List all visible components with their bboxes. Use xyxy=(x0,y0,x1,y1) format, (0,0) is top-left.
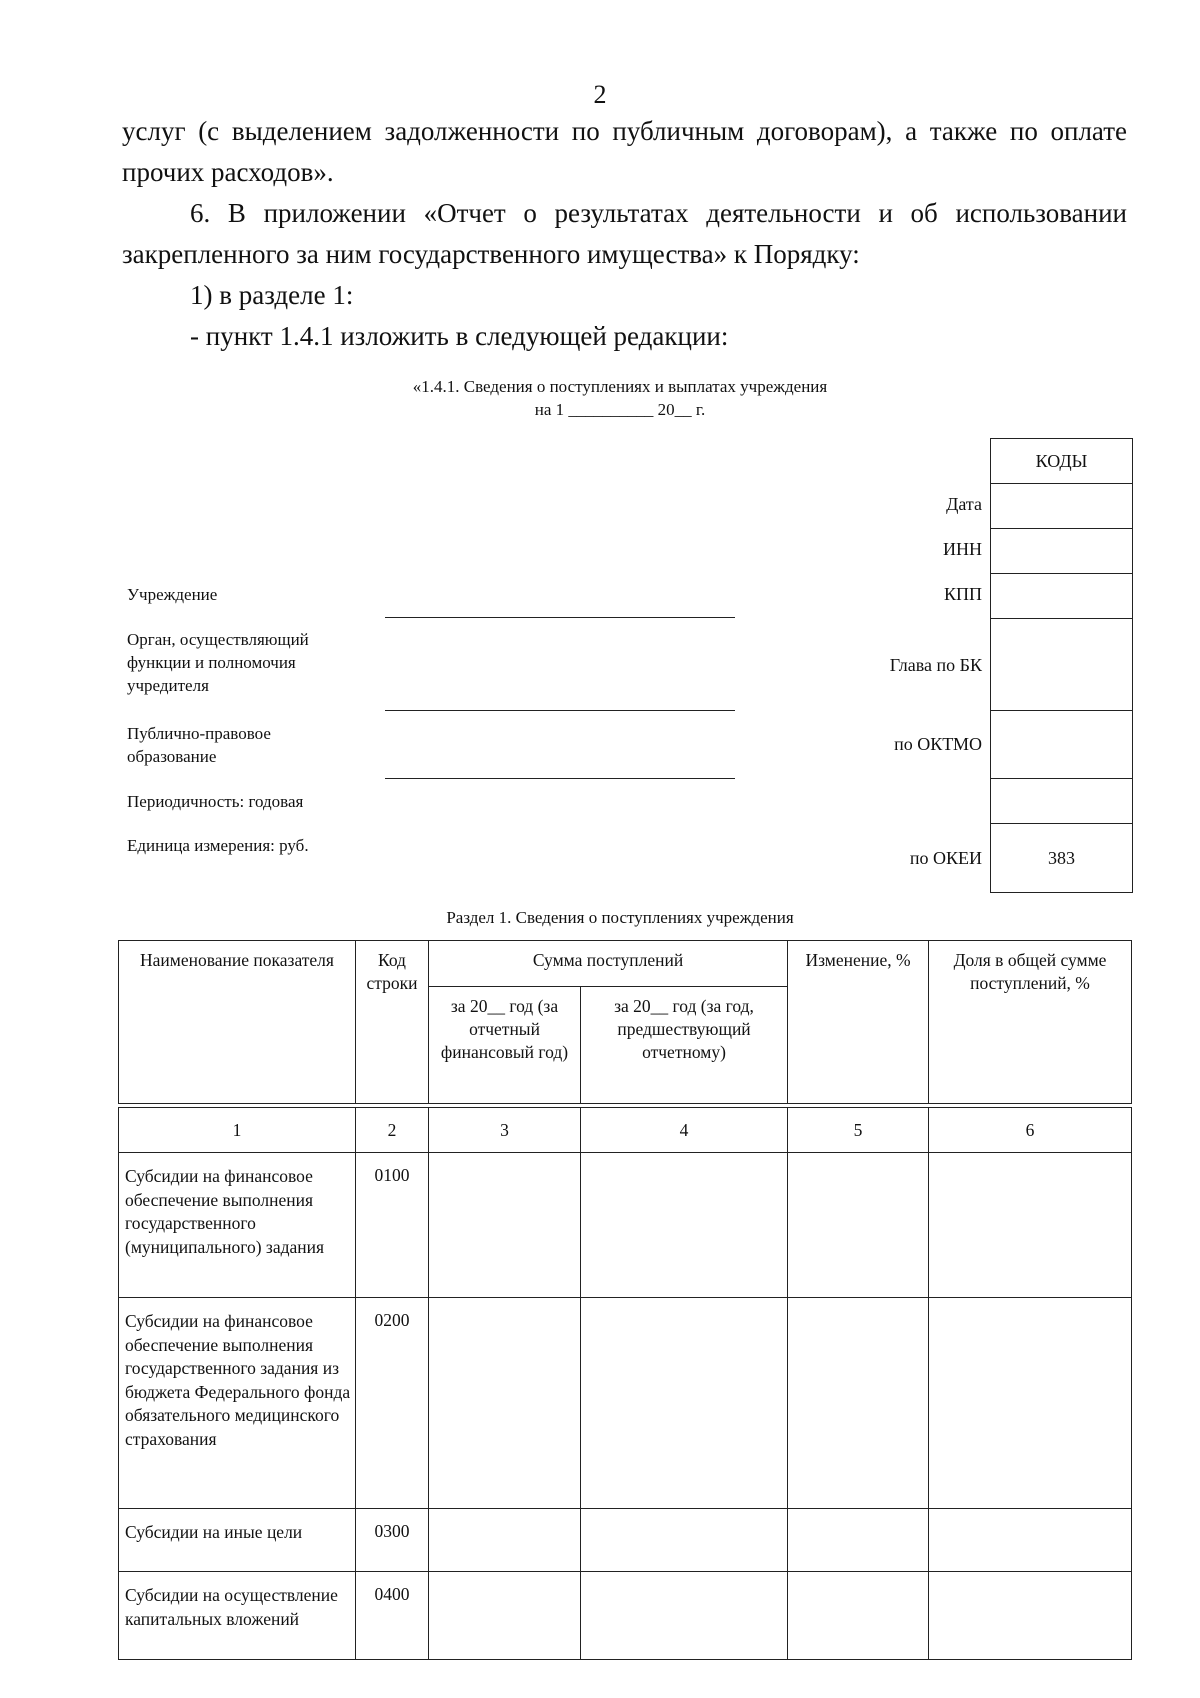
receipts-table xyxy=(118,940,1132,1660)
paragraph-line: 6. В приложении «Отчет о результатах деятельности и об использовании xyxy=(190,198,1127,228)
form-title: «1.4.1. Сведения о поступлениях и выплатах учреждения xyxy=(412,377,828,396)
code-label-glava: Глава по БК xyxy=(889,655,982,675)
code-cell-date xyxy=(991,484,1132,529)
codes-header: КОДЫ xyxy=(991,439,1132,484)
cell-sum-current xyxy=(429,1298,581,1509)
cell-share xyxy=(929,1298,1132,1509)
header-sum: Сумма поступлений xyxy=(429,941,788,987)
code-cell-okei: 383 xyxy=(1048,847,1075,868)
page-number: 2 xyxy=(593,80,607,109)
header-code: Код строки xyxy=(356,941,429,1104)
cell-change xyxy=(788,1153,929,1298)
cell-share xyxy=(929,1153,1132,1298)
cell-share xyxy=(929,1572,1132,1660)
code-cell-blank xyxy=(991,779,1132,824)
code-label-okei: по ОКЕИ xyxy=(909,848,982,868)
paragraph-line: закрепленного за ним государственного имущества» к Порядку: xyxy=(122,239,860,269)
col-number: 2 xyxy=(356,1108,429,1153)
cell-sum-current xyxy=(429,1509,581,1572)
field-label-entity: Публично-правовое образование xyxy=(127,724,271,766)
col-number: 5 xyxy=(788,1108,929,1153)
code-label-date: Дата xyxy=(946,494,982,514)
paragraph-line: 1) в разделе 1: xyxy=(190,280,354,310)
code-label-kpp: КПП xyxy=(943,584,982,604)
header-change: Изменение, % xyxy=(788,941,929,1104)
row-code: 0100 xyxy=(356,1153,429,1298)
field-label-unit: Единица измерения: руб. xyxy=(127,836,309,855)
section-title: Раздел 1. Сведения о поступлениях учреждения xyxy=(446,908,794,927)
codes-box xyxy=(990,438,1133,893)
table-row xyxy=(119,1153,1132,1298)
code-label-inn: ИНН xyxy=(943,539,982,559)
field-line-founder xyxy=(385,710,735,711)
code-cell-kpp xyxy=(991,574,1132,619)
field-label-periodicity: Периодичность: годовая xyxy=(127,792,304,811)
field-line-institution xyxy=(385,617,735,618)
code-label-oktmo: по ОКТМО xyxy=(894,734,982,754)
cell-sum-current xyxy=(429,1153,581,1298)
table-row xyxy=(119,1298,1132,1509)
cell-sum-current xyxy=(429,1572,581,1660)
row-name: Субсидии на финансовое обеспечение выполнения государственного (муниципального) задания xyxy=(119,1153,356,1298)
code-cell-glava xyxy=(991,619,1132,711)
field-line-entity xyxy=(385,778,735,779)
table-row xyxy=(119,1572,1132,1660)
header-share: Доля в общей сумме поступлений, % xyxy=(929,941,1132,1104)
cell-sum-previous xyxy=(581,1298,788,1509)
col-number: 3 xyxy=(429,1108,581,1153)
code-cell-inn xyxy=(991,529,1132,574)
col-number: 1 xyxy=(119,1108,356,1153)
field-label-institution: Учреждение xyxy=(127,585,218,604)
cell-change xyxy=(788,1509,929,1572)
row-name: Субсидии на финансовое обеспечение выполнения государственного задания из бюджета Федерального фонда обязательного медицинского страхования xyxy=(119,1298,356,1509)
paragraph-line: услуг (с выделением задолженности по публичным договорам), а также по оплате xyxy=(122,116,1127,146)
cell-sum-previous xyxy=(581,1153,788,1298)
cell-share xyxy=(929,1509,1132,1572)
table-row xyxy=(119,1509,1132,1572)
paragraph-line: - пункт 1.4.1 изложить в следующей редакции: xyxy=(190,321,729,351)
paragraph-line: прочих расходов». xyxy=(122,157,334,187)
header-name: Наименование показателя xyxy=(119,941,356,1104)
row-code: 0200 xyxy=(356,1298,429,1509)
cell-sum-previous xyxy=(581,1572,788,1660)
col-number: 4 xyxy=(581,1108,788,1153)
header-sum-current: за 20__ год (за отчетный финансовый год) xyxy=(429,987,581,1104)
field-label-founder: Орган, осуществляющий функции и полномочия учредителя xyxy=(127,630,309,695)
col-number: 6 xyxy=(929,1108,1132,1153)
row-name: Субсидии на иные цели xyxy=(119,1509,356,1572)
row-code: 0300 xyxy=(356,1509,429,1572)
cell-change xyxy=(788,1298,929,1509)
code-cell-oktmo xyxy=(991,711,1132,779)
row-code: 0400 xyxy=(356,1572,429,1660)
cell-sum-previous xyxy=(581,1509,788,1572)
form-date-line: на 1 __________ 20__ г. xyxy=(534,400,706,419)
header-sum-previous: за 20__ год (за год, предшествующий отчетному) xyxy=(581,987,788,1104)
row-name: Субсидии на осуществление капитальных вложений xyxy=(119,1572,356,1660)
cell-change xyxy=(788,1572,929,1660)
